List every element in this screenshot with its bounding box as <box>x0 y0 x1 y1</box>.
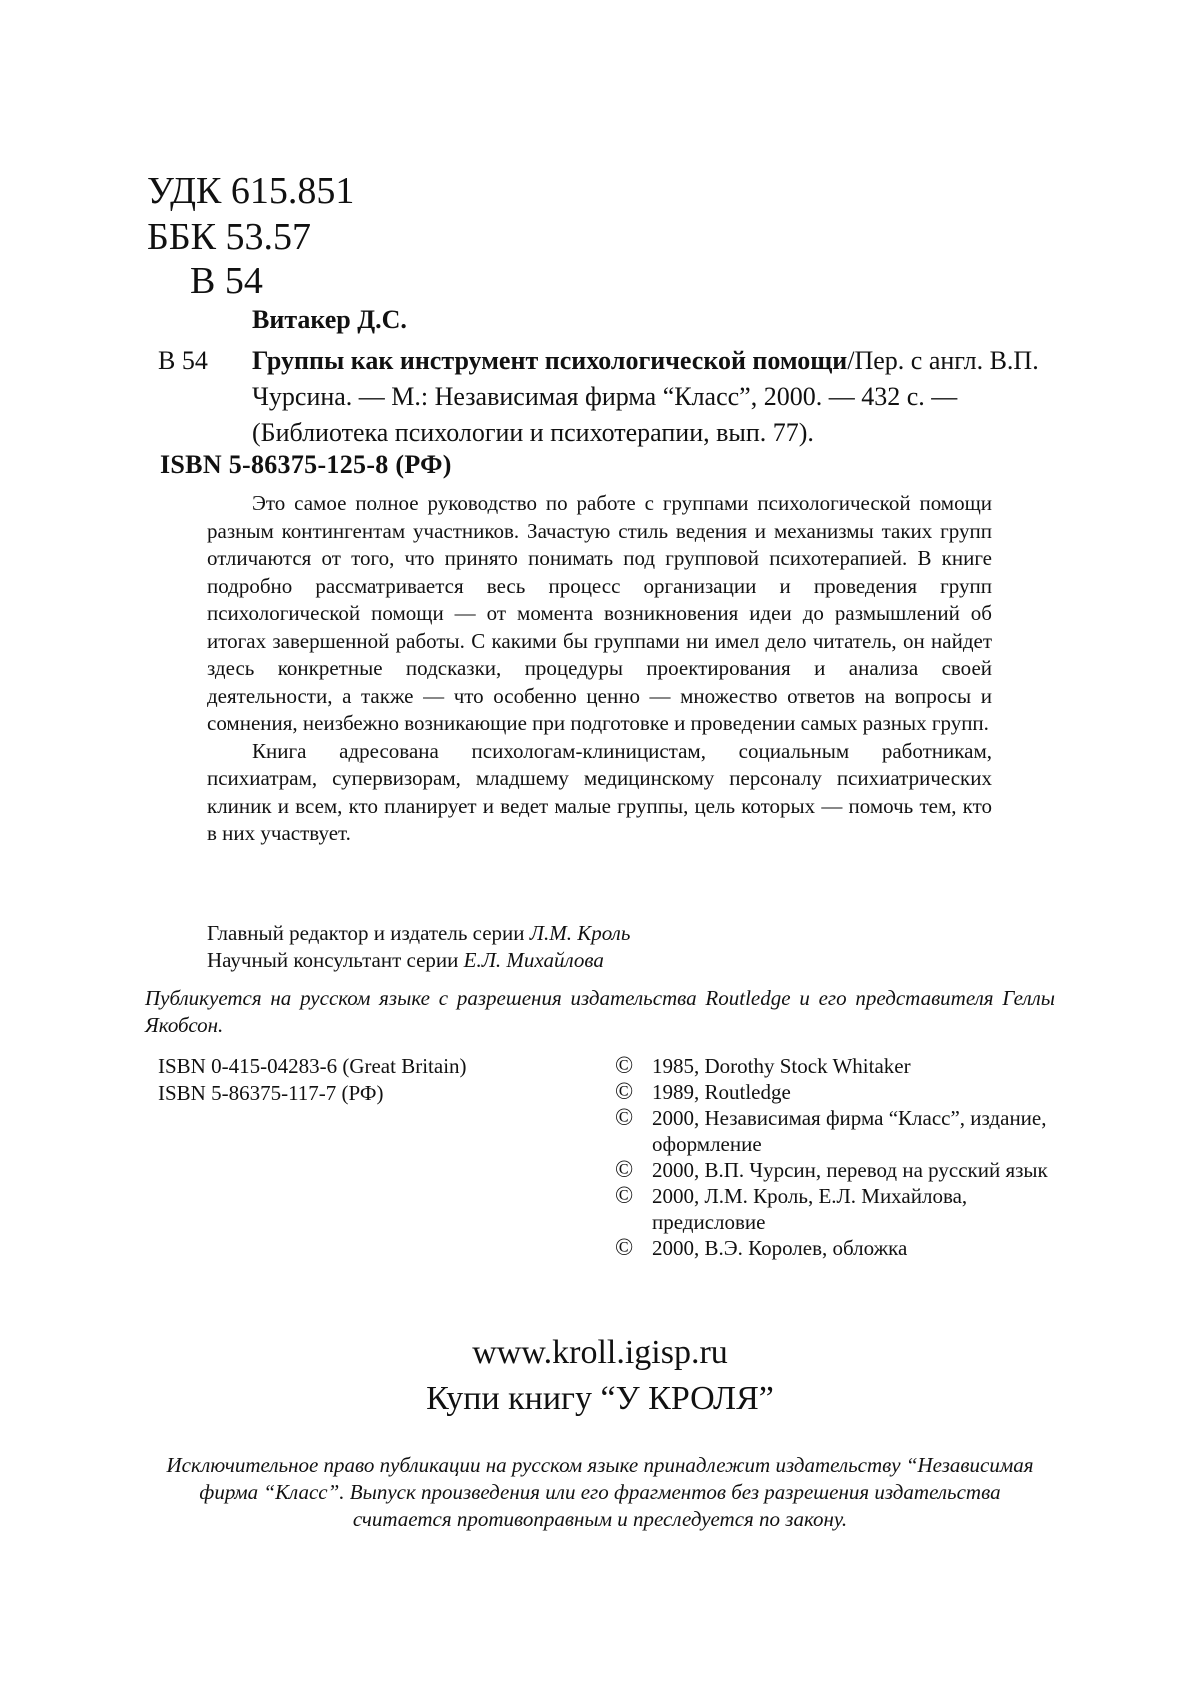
copyright-icon: © <box>615 1235 634 1261</box>
book-title: Группы как инструмент психологической помощи <box>252 346 848 375</box>
copyright-icon: © <box>615 1105 634 1131</box>
annotation-paragraph: Книга адресована психологам-клиницистам, социальным работникам, психиатрам, супервизорам, младшему медицинскому персоналу психиатрических клиник и всем, кто планирует и ведет малые группы, цель которых — помочь тем, кто в них участвует. <box>207 738 992 845</box>
copyright-item <box>615 1183 1075 1235</box>
chief-editor-label: Главный редактор и издатель серии <box>207 921 525 945</box>
promo-line: Купи книгу “У КРОЛЯ” <box>426 1380 774 1417</box>
copyright-item <box>615 1105 1075 1157</box>
isbn-item: ISBN 5-86375-117-7 (РФ) <box>158 1081 384 1105</box>
copyright-icon: © <box>615 1157 634 1183</box>
copyright-icon: © <box>615 1183 634 1209</box>
copyright-text: 2000, Л.М. Кроль, Е.Л. Михайлова, предисловие <box>652 1184 968 1234</box>
copyright-text: 1985, Dorothy Stock Whitaker <box>652 1054 911 1078</box>
annotation <box>207 490 992 848</box>
isbn-main: ISBN 5-86375-125-8 (РФ) <box>160 450 452 479</box>
copyright-text: 2000, В.П. Чурсин, перевод на русский язык <box>652 1158 1048 1182</box>
consultant-name: Е.Л. Михайлова <box>463 948 604 972</box>
chief-editor-name: Л.М. Кроль <box>529 921 631 945</box>
series-editors <box>207 920 630 974</box>
copyright-item <box>615 1157 1075 1183</box>
license-note: Публикуется на русском языке с разрешения издательства Routledge и его представителя Геллы Якобсон. <box>145 986 1055 1037</box>
rights-notice: Исключительное право публикации на русском языке принадлежит издательству “Независимая фирма “Класс”. Выпуск произведения или его фрагментов без разрешения издательства считается противоправным и преследуется по закону. <box>166 1453 1034 1531</box>
website-url: www.kroll.igisp.ru <box>472 1334 728 1371</box>
copyright-item <box>615 1079 1075 1105</box>
bibliographic-description <box>252 343 1072 451</box>
annotation-paragraph: Это самое полное руководство по работе с группами психологической помощи разным контингентам участников. Зачастую стиль ведения и механизмы таких групп отличаются от того, что принято понимать под групповой психотерапией. В книге подробно рассматривается весь процесс организации и проведения групп психологической помощи — от момента возникновения идеи до размышлений об итогах завершенной работы. С какими бы группами ни имел дело читатель, он найдет здесь конкретные подсказки, процедуры проектирования и анализа своей деятельности, а также — что особенно ценно — множество ответов на вопросы и сомнения, неизбежно возникающие при подготовке и проведении самых разных групп. <box>207 491 992 735</box>
cutter-code: В 54 <box>190 260 263 302</box>
copyright-icon: © <box>615 1079 634 1105</box>
copyright-icon: © <box>615 1053 634 1079</box>
cutter-code-side: В 54 <box>158 346 208 375</box>
isbn-item: ISBN 0-415-04283-6 (Great Britain) <box>158 1054 467 1078</box>
copyright-text: 2000, В.Э. Королев, обложка <box>652 1236 908 1260</box>
udk-code: УДК 615.851 <box>147 170 355 212</box>
copyright-text: 1989, Routledge <box>652 1080 791 1104</box>
consultant-label: Научный консультант серии <box>207 948 459 972</box>
author-name: Витакер Д.С. <box>252 305 407 334</box>
isbn-list <box>158 1053 467 1107</box>
chief-editor-line <box>207 920 630 947</box>
copyright-list <box>615 1053 1075 1261</box>
copyright-text: 2000, Независимая фирма “Класс”, издание, оформление <box>652 1106 1047 1156</box>
copyright-item <box>615 1053 1075 1079</box>
bbk-code: ББК 53.57 <box>147 216 311 258</box>
copyright-item <box>615 1235 1075 1261</box>
consultant-line <box>207 947 630 974</box>
publication-details: /Пер. с англ. В.П. Чурсина. — М.: Независимая фирма “Класс”, 2000. — 432 с. — (Библиотека психологии и психотерапии, вып. 77). <box>252 346 1039 447</box>
